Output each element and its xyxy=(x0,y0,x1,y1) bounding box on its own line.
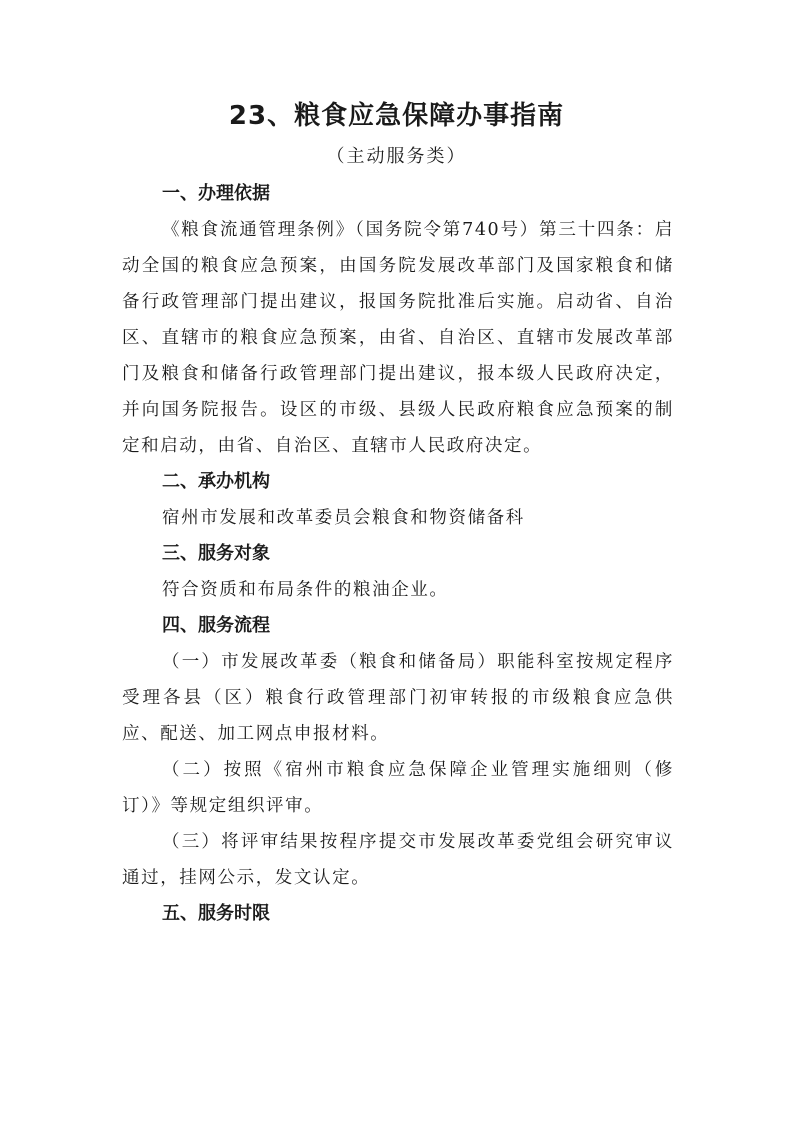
section-basis xyxy=(122,176,674,464)
document-subtitle: （主动服务类） xyxy=(326,146,467,167)
section-heading: 三、服务对象 xyxy=(162,543,270,564)
section-time-limit xyxy=(122,896,674,932)
section-heading: 五、服务时限 xyxy=(162,903,270,924)
section-target xyxy=(122,536,674,608)
section-paragraph: （三）将评审结果按程序提交市发展改革委党组会研究审议通过，挂网公示，发文认定。 xyxy=(122,832,674,888)
document-body xyxy=(122,176,674,932)
document-title: 23、粮食应急保障办事指南 xyxy=(228,101,565,131)
section-heading: 二、承办机构 xyxy=(162,471,270,492)
section-heading: 一、办理依据 xyxy=(162,183,270,204)
section-agency xyxy=(122,464,674,536)
section-paragraph: （一）市发展改革委（粮食和储备局）职能科室按规定程序受理各县（区）粮食行政管理部门初审转报的市级粮食应急供应、配送、加工网点申报材料。 xyxy=(122,652,674,744)
section-paragraph: 《粮食流通管理条例》（国务院令第740号）第三十四条：启动全国的粮食应急预案，由国务院发展改革部门及国家粮食和储备行政管理部门提出建议，报国务院批准后实施。启动省、自治区、直辖市的粮食应急预案，由省、自治区、直辖市发展改革部门及粮食和储备行政管理部门提出建议，报本级人民政府决定，并向国务院报告。设区的市级、县级人民政府粮食应急预案的制定和启动，由省、自治区、直辖市人民政府决定。 xyxy=(122,220,674,456)
section-paragraph: 宿州市发展和改革委员会粮食和物资储备科 xyxy=(162,508,525,528)
section-paragraph: 符合资质和布局条件的粮油企业。 xyxy=(162,580,449,600)
section-heading: 四、服务流程 xyxy=(162,615,270,636)
section-process xyxy=(122,608,674,896)
section-paragraph: （二）按照《宿州市粮食应急保障企业管理实施细则（修订）》等规定组织评审。 xyxy=(122,760,674,816)
